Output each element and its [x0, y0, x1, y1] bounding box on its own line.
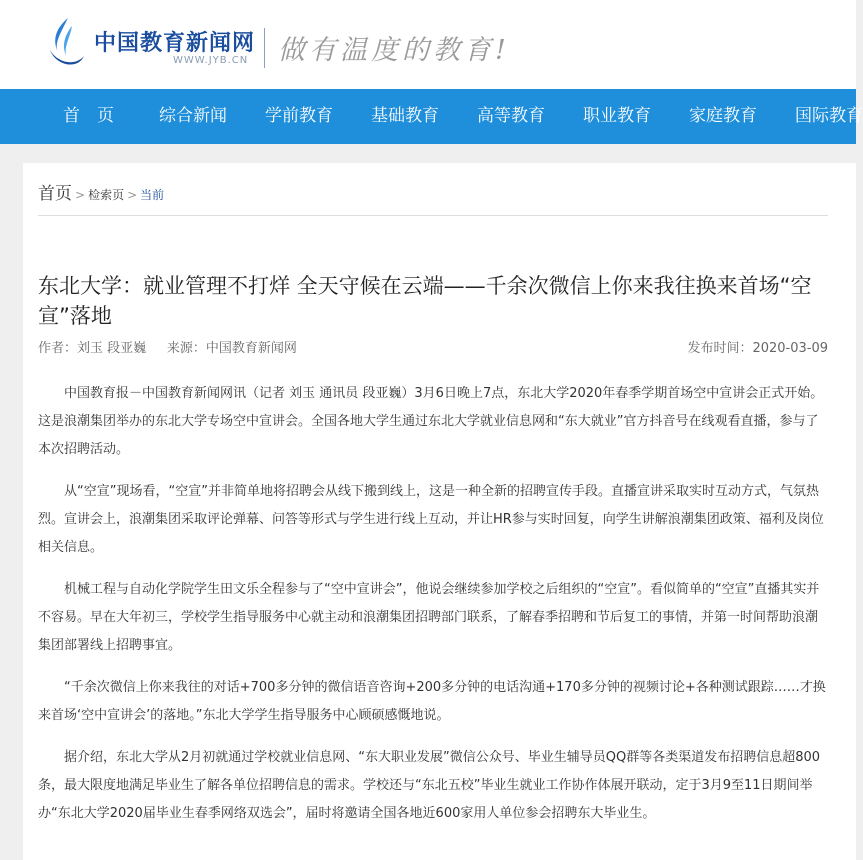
breadcrumb-current: 当前	[140, 188, 165, 202]
main-nav	[0, 89, 863, 144]
article-paragraph: 机械工程与自动化学院学生田文乐全程参与了“空中宣讲会”，他说会继续参加学校之后组织的“空宣”。看似简单的“空宣”直播其实并不容易。早在大年初三，学校学生指导服务中心就主动和浪潮集团招聘部门联系，了解春季招聘和节后复工的事情，并第一时间帮助浪潮集团部署线上招聘事宜。	[38, 582, 820, 653]
site-name[interactable]: 中国教育新闻网	[94, 30, 256, 56]
article-paragraph: 从“空宣”现场看，“空宣”并非简单地将招聘会从线下搬到线上，这是一种全新的招聘宣传手段。直播宣讲采取实时互动方式，气氛热烈。宣讲会上，浪潮集团采取评论弹幕、问答等形式与学生进行线上互动，并让HR参与实时回复，向学生讲解浪潮集团政策、福利及岗位相关信息。	[38, 484, 824, 555]
header-divider	[264, 28, 265, 68]
nav-item-family[interactable]: 家庭教育	[689, 106, 757, 126]
flame-logo-icon[interactable]	[46, 16, 86, 70]
nav-item-home[interactable]: 首 页	[63, 106, 114, 126]
nav-item-general-news[interactable]: 综合新闻	[159, 106, 227, 126]
nav-item-preschool[interactable]: 学前教育	[265, 106, 333, 126]
article-paragraph: “千余次微信上你来我往的对话+700多分钟的微信语音咨询+200多分钟的电话沟通+170多分钟的视频讨论+各种测试跟踪……才换来首场‘空中宣讲会’的落地。”东北大学学生指导服务中心顾硕感慨地说。	[38, 680, 826, 723]
nav-item-basic-education[interactable]: 基础教育	[371, 106, 439, 126]
divider	[38, 215, 828, 216]
article-body	[38, 380, 828, 842]
breadcrumb	[38, 179, 164, 204]
site-slogan: 做有温度的教育!	[278, 35, 510, 66]
nav-item-vocational[interactable]: 职业教育	[583, 106, 651, 126]
chevron-right-icon: >	[75, 188, 86, 202]
nav-item-higher-education[interactable]: 高等教育	[477, 106, 545, 126]
article-source: 来源：中国教育新闻网	[166, 341, 297, 356]
chevron-right-icon: >	[127, 188, 138, 202]
article-paragraph: 中国教育报－中国教育新闻网讯（记者 刘玉 通讯员 段亚巍）3月6日晚上7点，东北大学2020年春季学期首场空中宣讲会正式开始。这是浪潮集团举办的东北大学专场空中宣讲会。全国各地大学生通过东北大学就业信息网和“东大就业”官方抖音号在线观看直播，参与了本次招聘活动。	[38, 386, 824, 457]
site-url: WWW.JYB.CN	[173, 55, 249, 66]
nav-item-international[interactable]: 国际教育	[795, 106, 863, 126]
article-title: 东北大学：就业管理不打烊 全天守候在云端——千余次微信上你来我往换来首场“空宣”落地	[38, 274, 812, 329]
breadcrumb-home[interactable]: 首页	[38, 184, 72, 204]
site-header	[0, 0, 856, 89]
article-author: 作者：刘玉 段亚巍	[38, 341, 147, 356]
article-paragraph: 据介绍，东北大学从2月初就通过学校就业信息网、“东大职业发展”微信公众号、毕业生辅导员QQ群等各类渠道发布招聘信息超800条，最大限度地满足毕业生了解各单位招聘信息的需求。学校还与“东北五校”毕业生就业工作协作体展开联动，定于3月9至11日期间举办“东北大学2020届毕业生春季网络双选会”，届时将邀请全国各地近600家用人单位参会招聘东大毕业生。	[38, 750, 821, 821]
article-meta	[38, 337, 828, 356]
breadcrumb-search[interactable]: 检索页	[88, 188, 125, 202]
article-date: 发布时间：2020-03-09	[687, 341, 828, 356]
main-content	[23, 163, 856, 860]
